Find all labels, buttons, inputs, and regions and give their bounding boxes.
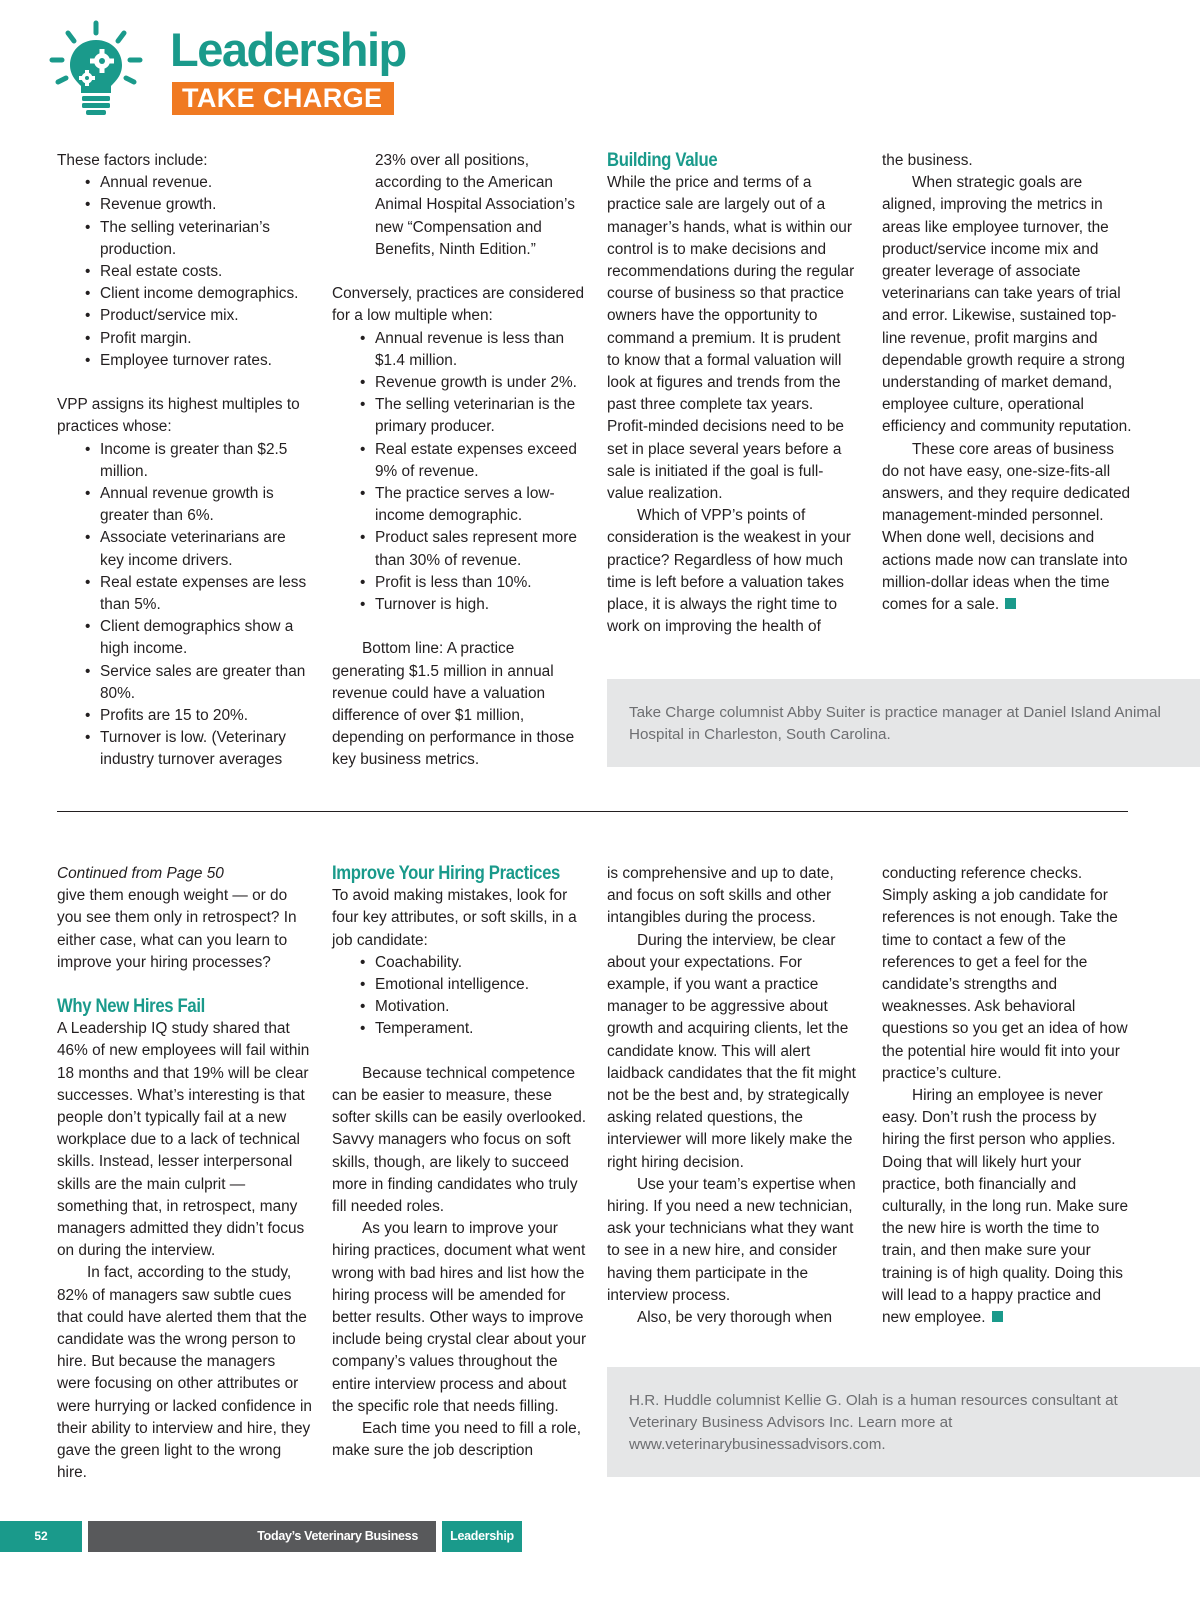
paragraph: Also, be very thorough when bbox=[637, 1309, 833, 1327]
paragraph-text: Hiring an employee is never easy. Don’t rush the process by hiring the first person who applies. Doing that will likely hurt your practice, both financially and culturally, in the long run. Make sure the new hire is worth the time to train, and then make sure your training is of high quality. Doing this will lead to a happy practice and new employee. bbox=[882, 1087, 1129, 1327]
list-item: • Motivation. bbox=[360, 996, 587, 1018]
paragraph: In fact, according to the study, 82% of managers saw subtle cues that could have alerted them that the candidate was the wrong person to hire. But because the managers were focusing on other attributes or were hurrying or lacked confidence in their ability to interview and hire, they gave the green light to the wrong hire. bbox=[57, 1264, 312, 1482]
list-item: • Real estate expenses are less than 5%. bbox=[85, 572, 312, 616]
list-item: • Annual revenue growth is greater than 6%. bbox=[85, 483, 312, 527]
paragraph: conducting reference checks. Simply asking a job candidate for references is not enough. Take the time to contact a few of the references to get a feel for the candidate’s strengths and weaknesses. Ask behavioral questions so you get an idea of how the potential hire would fit into your practice’s culture. bbox=[882, 865, 1128, 1082]
paragraph: Which of VPP’s points of consideration is the weakest in your practice? Regardless of how much time is left before a valuation takes place, it is always the right time to work on improving the health of bbox=[607, 507, 851, 636]
top-column-2 bbox=[332, 150, 587, 772]
improve-hiring-heading: Improve Your Hiring Practices bbox=[332, 863, 560, 884]
page-number: 52 bbox=[0, 1521, 82, 1552]
list-item: • Profit margin. bbox=[85, 328, 312, 350]
why-new-hires-fail-heading: Why New Hires Fail bbox=[57, 996, 205, 1018]
top-column-3 bbox=[607, 150, 857, 638]
list-item: • Client demographics show a high income. bbox=[85, 616, 312, 660]
paragraph: As you learn to improve your hiring practices, document what went wrong with bad hires and list how the hiring process will be amended for better results. Other ways to improve include being crystal clear about your company’s values throughout the entire interview process and about the specific role that needs filling. bbox=[332, 1220, 587, 1415]
list-item: • Product sales represent more than 30% of revenue. bbox=[360, 527, 587, 571]
bottom-column-1 bbox=[57, 863, 312, 1484]
low-multiples-list bbox=[360, 328, 587, 617]
list-item: • Emotional intelligence. bbox=[360, 974, 587, 996]
top-column-4 bbox=[882, 150, 1132, 616]
list-item: • Revenue growth is under 2%. bbox=[360, 372, 587, 394]
list-item: • Client income demographics. bbox=[85, 283, 312, 305]
list-item: • Profits are 15 to 20%. bbox=[85, 705, 312, 727]
paragraph: Use your team’s expertise when hiring. If you need a new technician, ask your technicians what they want to see in a new hire, and consider having them participate in the interview process. bbox=[607, 1175, 856, 1304]
bottom-column-4 bbox=[882, 863, 1132, 1329]
soft-skills-list bbox=[360, 952, 587, 1041]
paragraph: During the interview, be clear about your expectations. For example, if you want a practice manager to be aggressive about growth and acquiring clients, let the candidate know. This will alert laidback candidates that the fit might not be the best and, by strategically asking related questions, the interviewer will more likely make the right hiring decision. bbox=[607, 931, 856, 1171]
column-name-badge: TAKE CHARGE bbox=[172, 82, 394, 115]
factors-intro: These factors include: bbox=[57, 152, 208, 169]
paragraph: is comprehensive and up to date, and focus on soft skills and other intangibles during the process. bbox=[607, 865, 834, 927]
paragraph: the business. bbox=[882, 152, 973, 169]
article-divider bbox=[57, 811, 1128, 812]
paragraph: Because technical competence can be easier to measure, these softer skills can be easily overlooked. Savvy managers who focus on soft skills, though, are likely to succeed more in finding candidates who truly fill needed roles. bbox=[332, 1064, 587, 1216]
list-item: • The practice serves a low-income demographic. bbox=[360, 483, 587, 527]
paragraph: Each time you need to fill a role, make sure the job description bbox=[332, 1420, 582, 1460]
list-item: • Product/service mix. bbox=[85, 305, 312, 327]
continuation-text: 23% over all positions, according to the American Animal Hospital Association’s new “Compensation and Benefits, Ninth Edition.” bbox=[375, 152, 575, 258]
continued-note: Continued from Page 50 bbox=[57, 865, 224, 882]
low-multiples-intro: Conversely, practices are considered for a low multiple when: bbox=[332, 285, 585, 325]
high-multiples-list bbox=[85, 439, 312, 772]
building-value-heading: Building Value bbox=[607, 150, 718, 171]
closing-paragraph bbox=[882, 1085, 1132, 1329]
closing-paragraph bbox=[882, 439, 1132, 617]
paragraph-text: These core areas of business do not have easy, one-size-fits-all answers, and they require dedicated management-minded personnel. When done well, decisions and actions made now can translate into million-dollar ideas when the time comes for a sale. bbox=[882, 440, 1131, 614]
list-item: • Annual revenue is less than $1.4 million. bbox=[360, 328, 587, 372]
page-header bbox=[48, 20, 468, 120]
high-multiples-intro: VPP assigns its highest multiples to practices whose: bbox=[57, 396, 300, 436]
list-item: • Employee turnover rates. bbox=[85, 350, 312, 372]
columnist-bio: H.R. Huddle columnist Kellie G. Olah is a human resources consultant at Veterinary Business Advisors Inc. Learn more at www.veterinarybusinessadvisors.com. bbox=[607, 1367, 1200, 1477]
list-item: • Income is greater than $2.5 million. bbox=[85, 439, 312, 483]
list-item: • Coachability. bbox=[360, 952, 587, 974]
end-mark-icon bbox=[992, 1311, 1003, 1322]
end-mark-icon bbox=[1005, 598, 1016, 609]
bottom-column-3 bbox=[607, 863, 857, 1329]
list-item: • Profit is less than 10%. bbox=[360, 572, 587, 594]
paragraph: To avoid making mistakes, look for four key attributes, or soft skills, in a job candidate: bbox=[332, 887, 577, 949]
bottom-column-2 bbox=[332, 863, 587, 1462]
page-footer bbox=[0, 1521, 1200, 1552]
list-item: • The selling veterinarian is the primary producer. bbox=[360, 394, 587, 438]
paragraph: give them enough weight — or do you see them only in retrospect? In either case, what can you learn to improve your hiring processes? bbox=[57, 887, 297, 971]
factors-list bbox=[85, 172, 312, 372]
section-title: Leadership bbox=[170, 23, 406, 76]
magazine-name: Today’s Veterinary Business bbox=[88, 1521, 436, 1552]
paragraph: A Leadership IQ study shared that 46% of new employees will fail within 18 months and that 19% will be clear successes. What’s interesting is that people don’t typically fail at a new workplace due to a lack of technical skills. Instead, lesser interpersonal skills are the main culprit — something that, in retrospect, many managers admitted they didn’t focus on during the interview. bbox=[57, 1020, 310, 1260]
lightbulb-gears-icon bbox=[48, 20, 144, 118]
paragraph: While the price and terms of a practice sale are largely out of a manager’s hands, what is within our control is to make decisions and recommendations during the regular course of business so that practice owners have the opportunity to command a premium. It is prudent to know that a formal valuation will look at figures and trends from the past three complete tax years. Profit-minded decisions need to be set in place several years before a sale is initiated if the goal is full-value realization. bbox=[607, 174, 855, 503]
list-item: • Associate veterinarians are key income drivers. bbox=[85, 527, 312, 571]
list-item: • Revenue growth. bbox=[85, 194, 312, 216]
list-item: • Service sales are greater than 80%. bbox=[85, 661, 312, 705]
list-item: • The selling veterinarian’s production. bbox=[85, 217, 312, 261]
list-item: • Turnover is low. (Veterinary industry turnover averages bbox=[85, 727, 312, 771]
bottom-line-paragraph: Bottom line: A practice generating $1.5 million in annual revenue could have a valuation difference of over $1 million, depending on performance in those key business metrics. bbox=[332, 640, 575, 769]
list-item: • Turnover is high. bbox=[360, 594, 587, 616]
list-item: • Annual revenue. bbox=[85, 172, 312, 194]
top-column-1 bbox=[57, 150, 312, 772]
columnist-bio: Take Charge columnist Abby Suiter is practice manager at Daniel Island Animal Hospital in Charleston, South Carolina. bbox=[607, 679, 1200, 767]
paragraph: When strategic goals are aligned, improving the metrics in areas like employee turnover, the product/service income mix and greater leverage of associate veterinarians can take years of trial and error. Likewise, sustained top-line revenue, profit margins and dependable growth require a strong understanding of market demand, employee culture, operational efficiency and community reputation. bbox=[882, 174, 1132, 436]
list-item: • Temperament. bbox=[360, 1018, 587, 1040]
list-item: • Real estate expenses exceed 9% of revenue. bbox=[360, 439, 587, 483]
section-label: Leadership bbox=[442, 1521, 522, 1552]
list-item: • Real estate costs. bbox=[85, 261, 312, 283]
